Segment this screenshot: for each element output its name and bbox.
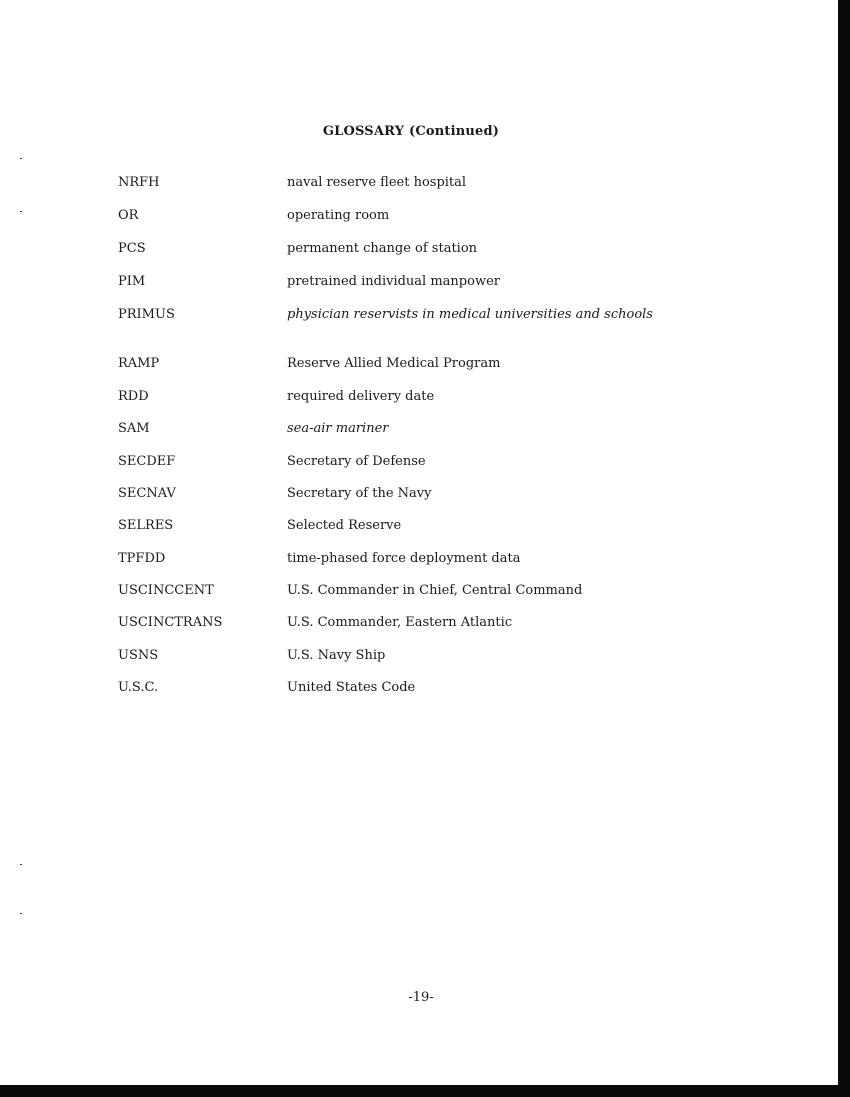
- glossary-term: RDD: [118, 389, 149, 404]
- glossary-term: USCINCCENT: [118, 583, 214, 598]
- glossary-definition: sea-air mariner: [287, 421, 389, 436]
- glossary-term: TPFDD: [118, 551, 166, 566]
- scan-speck: [20, 864, 22, 865]
- glossary-definition: operating room: [287, 208, 390, 223]
- glossary-definition: Secretary of Defense: [287, 454, 426, 469]
- glossary-term: U.S.C.: [118, 680, 159, 695]
- glossary-definition: U.S. Commander in Chief, Central Command: [287, 583, 583, 598]
- glossary-definition: Reserve Allied Medical Program: [287, 356, 501, 371]
- page-number: -19-: [408, 990, 434, 1005]
- glossary-definition: U.S. Navy Ship: [287, 648, 386, 663]
- glossary-term: PCS: [118, 241, 146, 256]
- glossary-term: USNS: [118, 648, 159, 663]
- glossary-definition: Secretary of the Navy: [287, 486, 432, 501]
- glossary-term: NRFH: [118, 175, 160, 190]
- glossary-term: SECNAV: [118, 486, 176, 501]
- glossary-term: OR: [118, 208, 139, 223]
- glossary-definition: U.S. Commander, Eastern Atlantic: [287, 615, 513, 630]
- glossary-term: USCINCTRANS: [118, 615, 223, 630]
- glossary-definition: permanent change of station: [287, 241, 478, 256]
- page-title: GLOSSARY (Continued): [322, 124, 500, 139]
- scan-speck: [20, 211, 22, 212]
- glossary-term: SELRES: [118, 518, 174, 533]
- scan-speck: [20, 913, 22, 914]
- scan-speck: [20, 158, 22, 159]
- glossary-term: PIM: [118, 274, 146, 289]
- glossary-definition: Selected Reserve: [287, 518, 402, 533]
- scan-edge-bottom: [0, 1085, 850, 1097]
- glossary-definition: physician reservists in medical universities and schools: [287, 307, 653, 322]
- scan-edge-right: [838, 0, 850, 1097]
- glossary-definition: pretrained individual manpower: [287, 274, 500, 289]
- glossary-term: SAM: [118, 421, 150, 436]
- glossary-definition: United States Code: [287, 680, 416, 695]
- glossary-term: SECDEF: [118, 454, 176, 469]
- glossary-term: RAMP: [118, 356, 160, 371]
- glossary-definition: time-phased force deployment data: [287, 551, 521, 566]
- glossary-definition: naval reserve fleet hospital: [287, 175, 467, 190]
- glossary-definition: required delivery date: [287, 389, 435, 404]
- glossary-term: PRIMUS: [118, 307, 175, 322]
